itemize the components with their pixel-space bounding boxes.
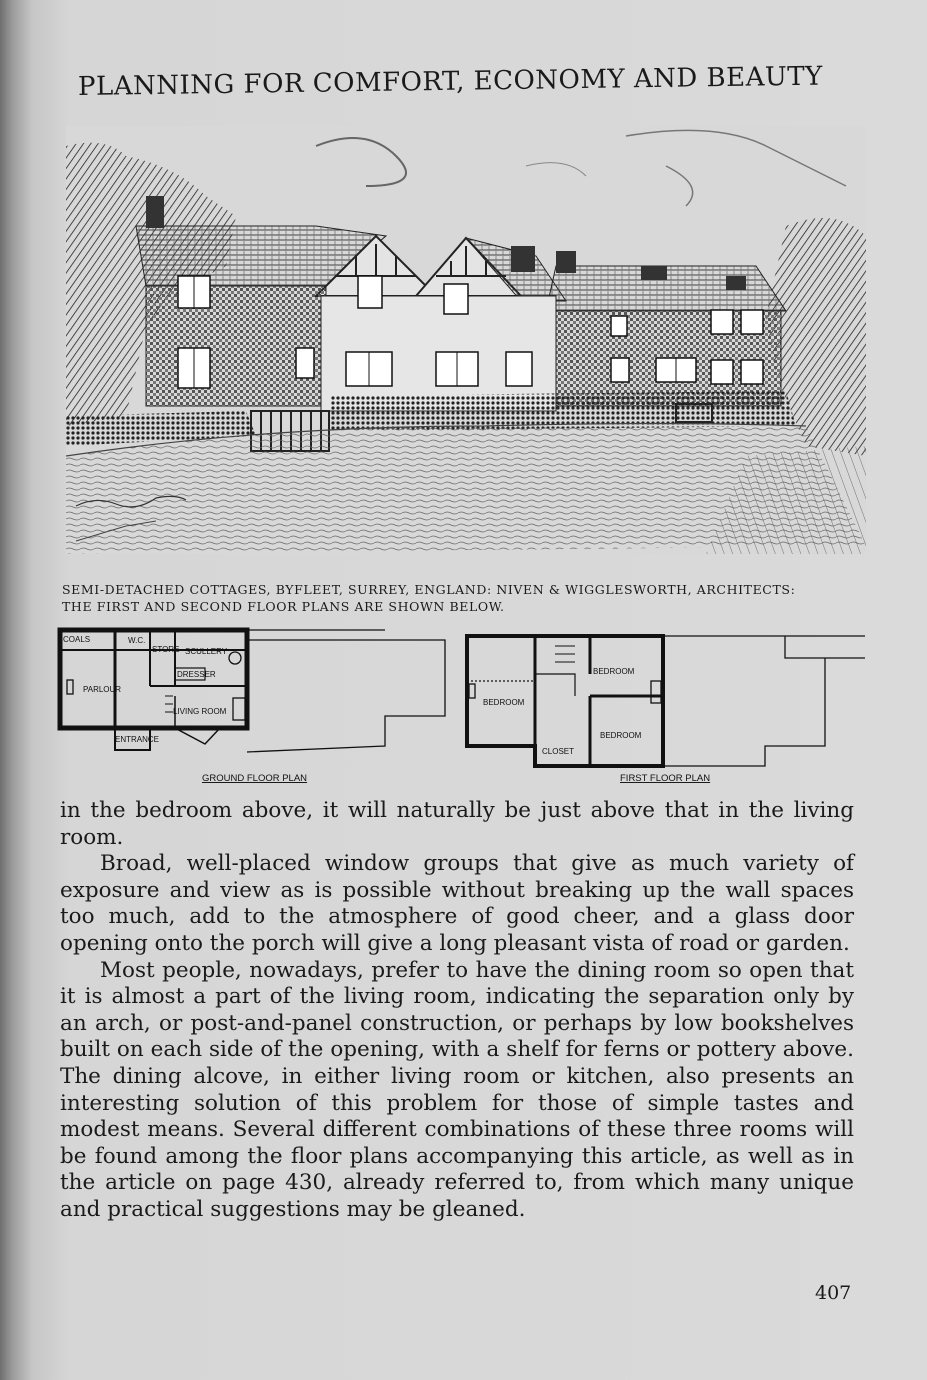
illustration-caption — [62, 581, 862, 615]
page-heading: PLANNING FOR COMFORT, ECONOMY AND BEAUTY — [77, 61, 824, 102]
paragraph-2: Broad, well-placed window groups that give as much variety of exposure and view as is possible without breaking up the wall spaces too much, add to the atmosphere of good cheer, and a glass door opening onto the porch will give a long pleasant vista of road or garden. — [60, 851, 854, 956]
caption-line-2: THE FIRST AND SECOND FLOOR PLANS ARE SHOWN BELOW. — [62, 599, 505, 614]
ground-room-living-room: LIVING ROOM — [173, 707, 227, 716]
cottages-illustration — [66, 126, 866, 554]
first-floor-plan-label: FIRST FLOOR PLAN — [620, 773, 711, 784]
floor-plans — [55, 626, 867, 788]
first-room-bedroom-left: BEDROOM — [483, 698, 525, 707]
page-number: 407 — [815, 1282, 852, 1304]
paragraph-3: Most people, nowadays, prefer to have the dining room so open that it is almost a part of the living room, indicating the separation only by an arch, or post-and-panel construction, or perhaps by low bookshelves built on each side of the opening, with a shelf for ferns or pottery above. The dining alcove, in either living room or kitchen, also presents an interesting solution of this problem for those of simple tastes and modest means. Several different combinations of these three rooms will be found among the floor plans accompanying this article, as well as in the article on page 430, already referred to, from which many unique and practical suggestions may be gleaned. — [60, 957, 854, 1222]
ground-room-parlour: PARLOUR — [83, 685, 122, 694]
article-body — [60, 798, 854, 1224]
first-room-closet: CLOSET — [542, 747, 575, 756]
ground-room-entrance: ENTRANCE — [115, 735, 160, 744]
ground-floor-plan-label: GROUND FLOOR PLAN — [202, 773, 308, 784]
caption-line-1: SEMI-DETACHED COTTAGES, BYFLEET, SURREY, ENGLAND: NIVEN & WIGGLESWORTH, ARCHITECTS: — [62, 582, 796, 597]
first-floor-plan — [467, 636, 865, 766]
first-room-bedroom-top: BEDROOM — [593, 667, 635, 676]
ground-room-scullery: SCULLERY — [185, 647, 228, 656]
ground-room-store: STORE — [152, 645, 180, 654]
ground-room-wc: W.C. — [128, 636, 146, 645]
paragraph-1: in the bedroom above, it will naturally be just above that in the living room. — [60, 798, 854, 850]
first-room-bedroom-bottom: BEDROOM — [600, 731, 642, 740]
ground-room-coals: COALS — [63, 635, 91, 644]
ground-room-dresser: DRESSER — [177, 670, 216, 679]
